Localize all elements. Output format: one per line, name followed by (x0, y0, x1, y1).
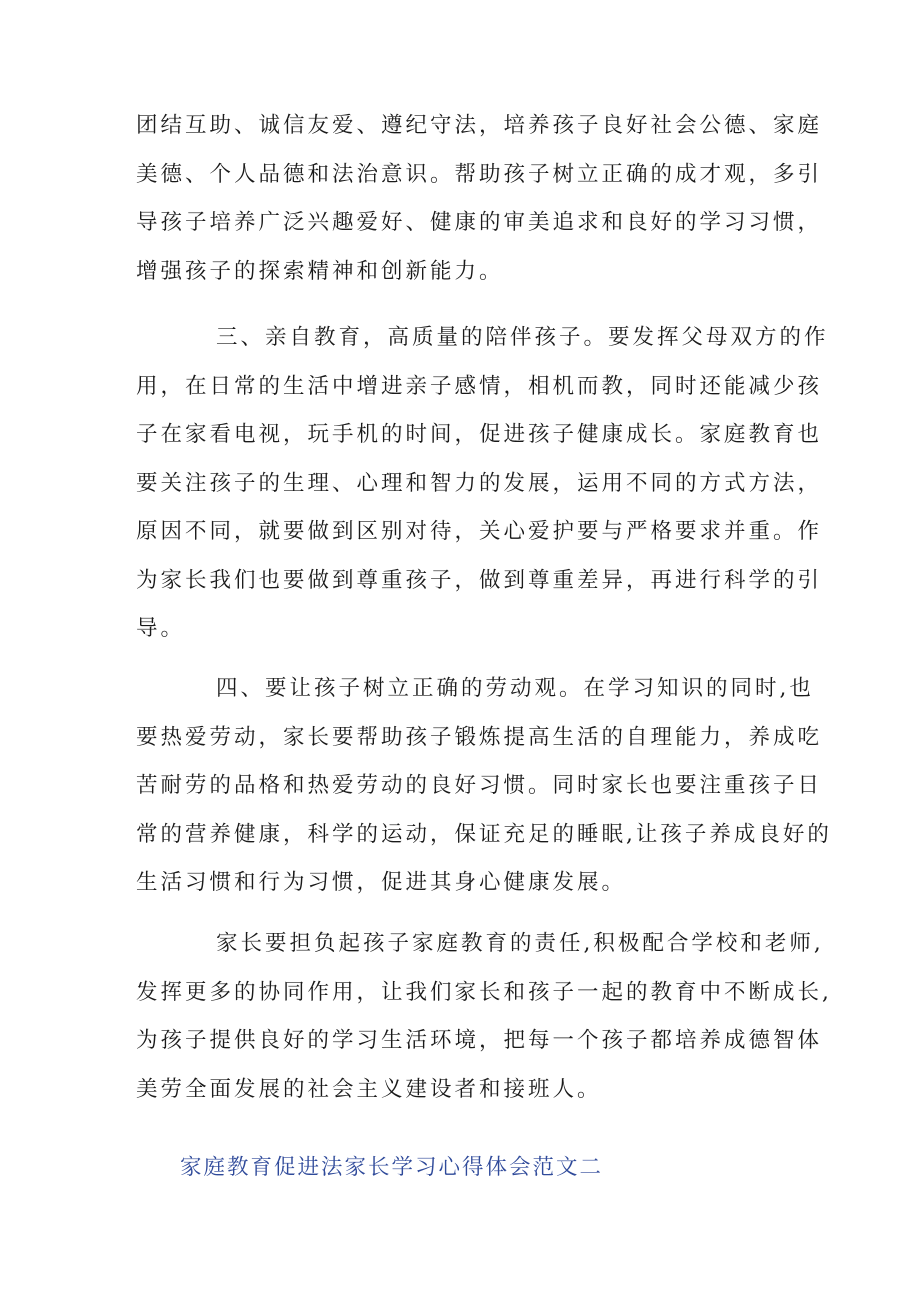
paragraph-line: 美德、个人品德和法治意识。帮助孩子树立正确的成才观，多引 (136, 161, 823, 187)
paragraph-3 (136, 665, 832, 908)
paragraph-line: 为家长我们也要做到尊重孩子，做到尊重差异，再进行科学的引 (136, 567, 823, 593)
paragraph-line: 要热爱劳动，家长要帮助孩子锻炼提高生活的自理能力，养成吃 (136, 724, 823, 750)
paragraph-line: 子在家看电视，玩手机的时间，促进孩子健康成长。家庭教育也 (136, 422, 823, 447)
paragraph-line: 苦耐劳的品格和热爱劳动的良好习惯。同时家长也要注重孩子日 (136, 773, 823, 798)
paragraph-line: 生活习惯和行为习惯，促进其身心健康发展。 (136, 870, 627, 895)
paragraph-line: 为孩子提供良好的学习生活环境，把每一个孩子都培养成德智体 (136, 1028, 823, 1053)
paragraph-line: 美劳全面发展的社会主义建设者和接班人。 (136, 1076, 602, 1102)
paragraph-line: 导孩子培养广泛兴趣爱好、健康的审美追求和良好的学习习惯， (136, 210, 823, 235)
paragraph-1 (136, 102, 823, 296)
paragraph-line: 增强孩子的探索精神和创新能力。 (136, 258, 504, 284)
paragraph-line: 四、要让孩子树立正确的劳动观。在学习知识的同时,也 (216, 676, 814, 701)
paragraph-2 (136, 314, 829, 654)
section-heading: 家庭教育促进法家长学习心得体会范文二 (180, 1155, 604, 1180)
paragraph-line: 导。 (136, 616, 186, 641)
paragraph-line: 团结互助、诚信友爱、遵纪守法，培养孩子良好社会公德、家庭 (136, 113, 823, 138)
paragraph-line: 三、亲自教育，高质量的陪伴孩子。要发挥父母双方的作 (216, 325, 829, 350)
paragraph-line: 用，在日常的生活中增进亲子感情，相机而教，同时还能减少孩 (136, 373, 823, 399)
paragraph-line: 发挥更多的协同作用，让我们家长和孩子一起的教育中不断成长, (136, 979, 832, 1005)
paragraph-line: 原因不同，就要做到区别对待，关心爱护要与严格要求并重。作 (136, 519, 823, 544)
paragraph-line: 家长要担负起孩子家庭教育的责任,积极配合学校和老师, (216, 931, 824, 956)
paragraph-line: 常的营养健康，科学的运动，保证充足的睡眠,让孩子养成良好的 (136, 821, 832, 847)
paragraph-4 (136, 920, 832, 1114)
paragraph-line: 要关注孩子的生理、心理和智力的发展，运用不同的方式方法， (136, 470, 823, 496)
